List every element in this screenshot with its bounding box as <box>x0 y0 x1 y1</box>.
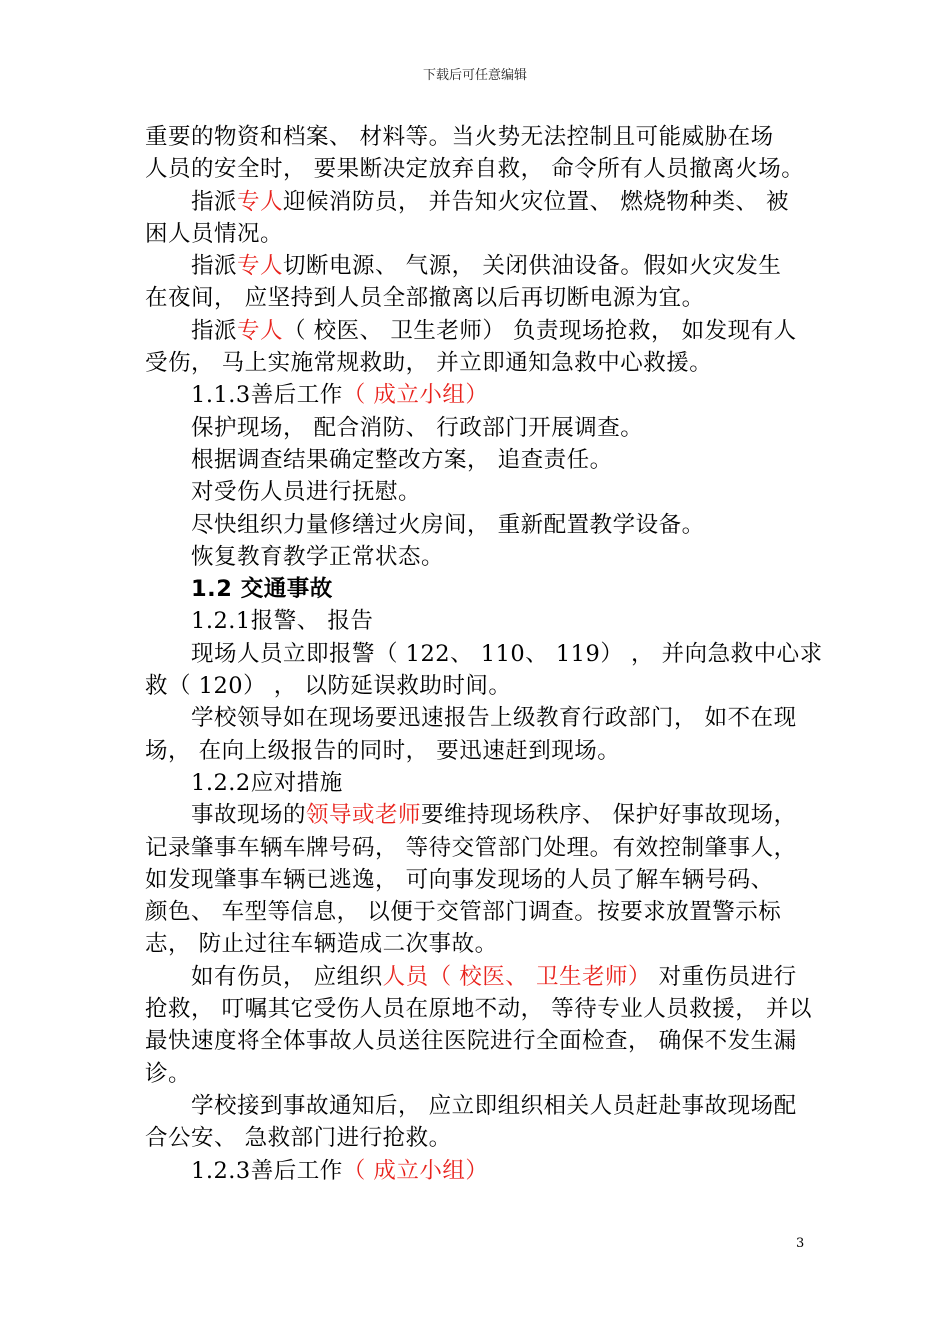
text-line <box>145 282 800 314</box>
text-line <box>145 702 800 734</box>
text-segment: 1.1.3 <box>191 382 251 409</box>
highlighted-text: （ 成立小组） <box>342 382 489 409</box>
page-header: 下载后可任意编辑 <box>422 68 527 83</box>
text-line <box>145 347 800 379</box>
text-segment: 记录肇事车辆车牌号码， 等待交管部门处理。有效控制肇事人， <box>145 834 797 861</box>
text-line <box>145 799 800 831</box>
text-segment: 要维持现场秩序、 保护好事故现场， <box>421 802 797 829</box>
text-segment: 根据调查结果确定整改方案， 追查责任。 <box>191 446 613 473</box>
highlighted-text: 专人 <box>237 188 284 215</box>
text-segment: 救（ <box>145 673 199 700</box>
text-segment: ） ， 并向急救中心求 <box>600 640 823 667</box>
text-segment: 切断电源、 气源， 关闭供油设备。假如火灾发生 <box>283 253 782 280</box>
text-line <box>145 315 800 347</box>
text-segment: 在夜间， 应坚持到人员全部撤离以后再切断电源为宜。 <box>145 285 705 312</box>
text-line <box>145 412 800 444</box>
text-segment: 122、 110、 119 <box>405 640 601 667</box>
text-line <box>145 928 800 960</box>
text-segment: 1.2 交通事故 <box>191 576 333 603</box>
text-line <box>145 993 812 1025</box>
text-line <box>145 1155 800 1187</box>
text-segment: 指派 <box>191 188 238 215</box>
highlighted-text: 专人 <box>237 317 284 344</box>
text-segment: 颜色、 车型等信息， 以便于交管部门调查。按要求放置警示标 <box>145 899 782 926</box>
text-segment: 志， 防止过往车辆造成二次事故。 <box>145 931 498 958</box>
text-line <box>145 605 800 637</box>
text-segment: 指派 <box>191 253 238 280</box>
text-segment: 困人员情况。 <box>145 220 284 247</box>
text-segment: 学校接到事故通知后， 应立即组织相关人员赶赴事故现场配 <box>191 1092 797 1119</box>
text-line <box>145 767 800 799</box>
text-line <box>145 476 800 508</box>
text-segment: 学校领导如在现场要迅速报告上级教育行政部门， 如不在现 <box>191 705 797 732</box>
text-line <box>145 961 800 993</box>
text-segment: 1.2.2 <box>191 769 251 796</box>
text-segment: 应对措施 <box>250 769 343 796</box>
text-segment: 报警、 报告 <box>250 608 374 635</box>
text-line <box>145 896 800 928</box>
text-line <box>145 186 800 218</box>
text-segment: 最快速度将全体事故人员送往医院进行全面检查， 确保不发生漏 <box>145 1028 797 1055</box>
text-line <box>145 218 800 250</box>
section-heading <box>145 573 800 605</box>
page-number: 3 <box>796 1236 805 1251</box>
text-segment: 对受伤人员进行抚慰。 <box>191 479 422 506</box>
text-line <box>145 379 800 411</box>
text-line <box>145 864 800 896</box>
text-segment: 迎候消防员， 并告知火灾位置、 燃烧物种类、 被 <box>283 188 789 215</box>
text-line <box>145 541 800 573</box>
text-segment: 1.2.1 <box>191 608 251 635</box>
text-line <box>145 250 800 282</box>
text-line <box>145 444 800 476</box>
text-line <box>145 153 805 185</box>
highlighted-text: 人员（ 校医、 卫生老师） <box>382 963 651 990</box>
text-line <box>145 832 800 864</box>
text-line <box>145 1090 800 1122</box>
text-segment: 抢救， 叮嘱其它受伤人员在原地不动， 等待专业人员救援， 并以 <box>145 996 812 1023</box>
highlighted-text: （ 成立小组） <box>342 1157 489 1184</box>
text-line <box>145 1025 800 1057</box>
highlighted-text: 专人 <box>237 253 284 280</box>
text-segment: 善后工作 <box>250 382 343 409</box>
text-line <box>145 1122 800 1154</box>
text-line <box>145 735 800 767</box>
text-segment: 1.2.3 <box>191 1157 251 1184</box>
text-segment: 场， 在向上级报告的同时， 要迅速赶到现场。 <box>145 737 621 764</box>
highlighted-text: 领导或老师 <box>306 802 422 829</box>
text-segment: 诊。 <box>145 1060 192 1087</box>
text-segment: 如发现肇事车辆已逃逸， 可向事发现场的人员了解车辆号码、 <box>145 866 774 893</box>
text-segment: 人员的安全时， 要果断决定放弃自救， 命令所有人员撤离火场。 <box>145 156 805 183</box>
text-segment: 现场人员立即报警（ <box>191 640 406 667</box>
text-segment: 尽快组织力量修缮过火房间， 重新配置教学设备。 <box>191 511 705 538</box>
text-line <box>145 121 800 153</box>
text-segment: 对重伤员进行 <box>650 963 797 990</box>
text-segment: 如有伤员， 应组织 <box>191 963 383 990</box>
text-segment: 恢复教育教学正常状态。 <box>191 543 445 570</box>
text-segment: 120 <box>198 673 244 700</box>
text-segment: 善后工作 <box>250 1157 343 1184</box>
text-segment: 事故现场的 <box>191 802 307 829</box>
text-segment: （ 校医、 卫生老师） 负责现场抢救， 如发现有人 <box>283 317 797 344</box>
document-body <box>145 121 823 1187</box>
text-line <box>145 1058 800 1090</box>
text-segment: 保护现场， 配合消防、 行政部门开展调查。 <box>191 414 644 441</box>
text-line <box>145 509 800 541</box>
text-line <box>145 670 800 702</box>
text-segment: 指派 <box>191 317 238 344</box>
text-segment: 合公安、 急救部门进行抢救。 <box>145 1125 452 1152</box>
text-segment: 重要的物资和档案、 材料等。当火势无法控制且可能威胁在场 <box>145 124 774 150</box>
text-segment: 受伤， 马上实施常规救助， 并立即通知急救中心救援。 <box>145 350 713 377</box>
text-line <box>145 638 823 670</box>
text-segment: ） ， 以防延误救助时间。 <box>243 673 512 700</box>
